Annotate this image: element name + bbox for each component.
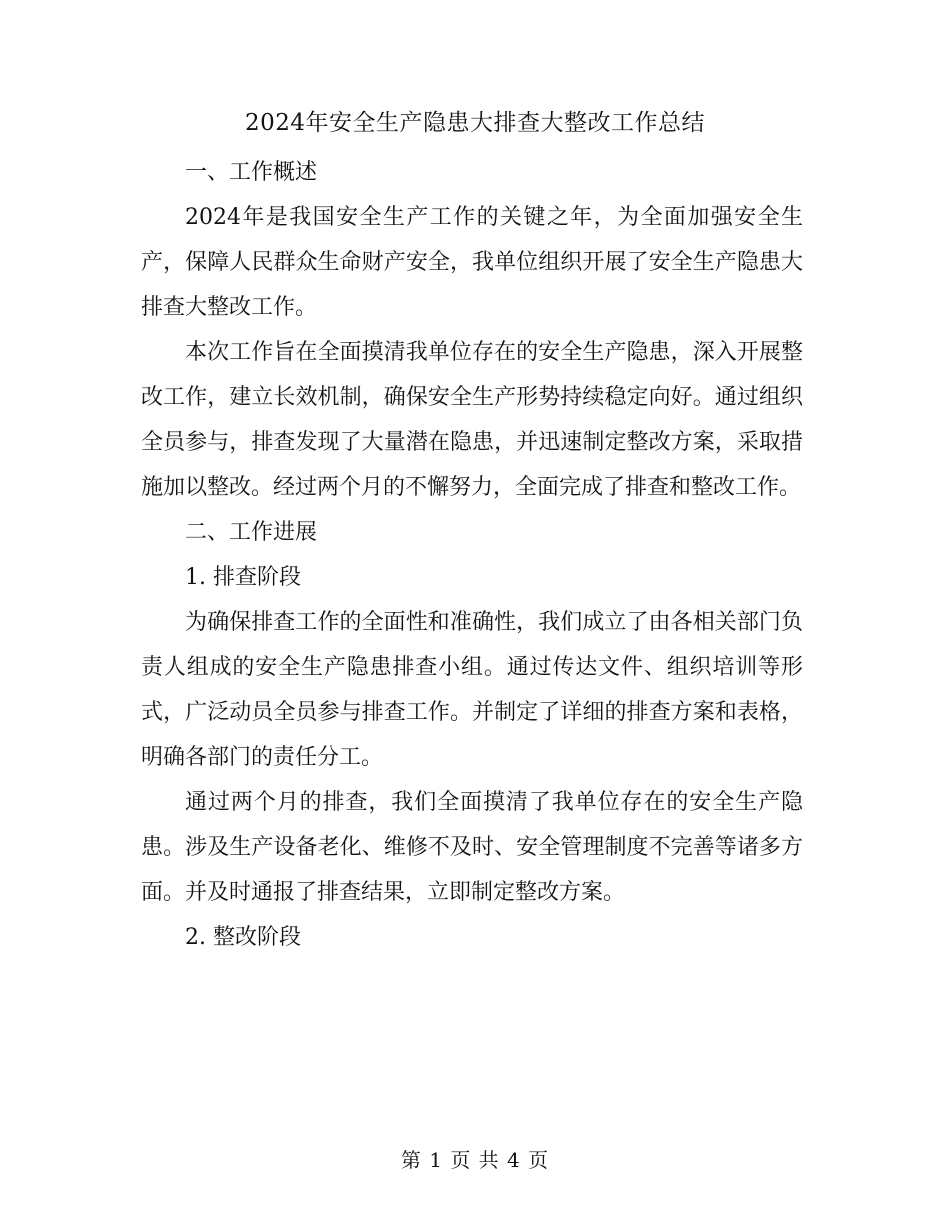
section-heading-overview: 一、工作概述 xyxy=(185,160,318,185)
document-title: 2024年安全生产隐患大排查大整改工作总结 xyxy=(244,110,706,136)
subsection-heading-rectification: 2. 整改阶段 xyxy=(185,925,301,950)
section-heading-progress: 二、工作进展 xyxy=(185,520,318,545)
paragraph-inspection-1: 为确保排查工作的全面性和准确性，我们成立了由各相关部门负责人组成的安全生产隐患排查小组。通过传达文件、组织培训等形式，广泛动员全员参与排查工作。并制定了详细的排查方案和表格，明确各部门的责任分工。 xyxy=(141,610,803,770)
paragraph-overview-1: 2024年是我国安全生产工作的关键之年，为全面加强安全生产，保障人民群众生命财产安全，我单位组织开展了安全生产隐患大排查大整改工作。 xyxy=(141,205,803,320)
subsection-heading-inspection: 1. 排查阶段 xyxy=(185,565,301,590)
document-body xyxy=(141,150,803,960)
paragraph-overview-2: 本次工作旨在全面摸清我单位存在的安全生产隐患，深入开展整改工作，建立长效机制，确保安全生产形势持续稳定向好。通过组织全员参与，排查发现了大量潜在隐患，并迅速制定整改方案，采取措施加以整改。经过两个月的不懈努力，全面完成了排查和整改工作。 xyxy=(141,340,803,500)
page-number-footer: 第 1 页 共 4 页 xyxy=(400,1148,550,1172)
paragraph-inspection-2: 通过两个月的排查，我们全面摸清了我单位存在的安全生产隐患。涉及生产设备老化、维修不及时、安全管理制度不完善等诸多方面。并及时通报了排查结果，立即制定整改方案。 xyxy=(141,790,803,905)
